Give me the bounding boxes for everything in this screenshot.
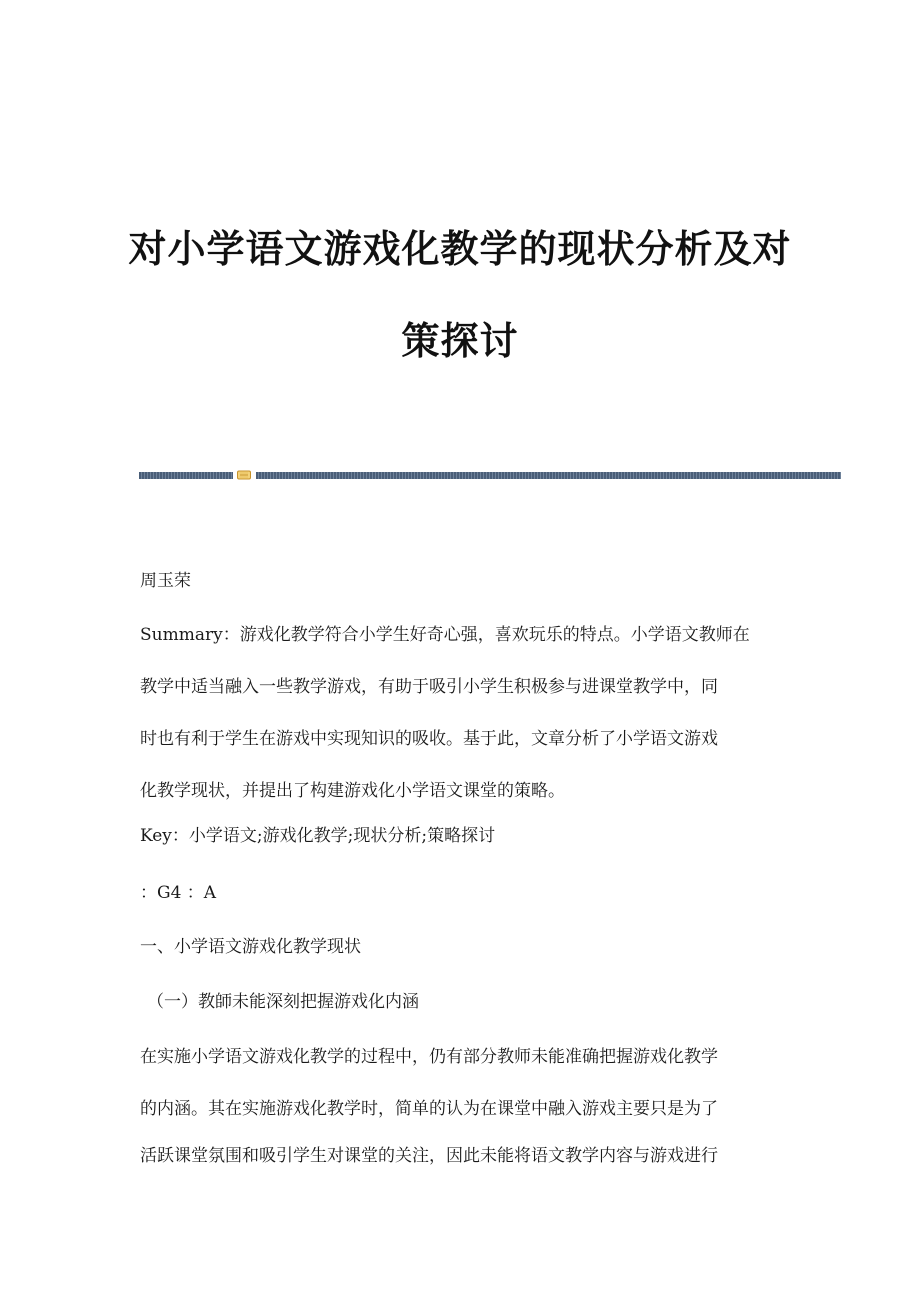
divider-ornament-icon	[237, 470, 251, 480]
summary-line: Summary：游戏化教学符合小学生好奇心强，喜欢玩乐的特点。小学语文教师在	[140, 625, 750, 645]
keywords-line: Key：小学语文;游戏化教学;现状分析;策略探讨	[140, 826, 496, 846]
author-name: 周玉荣	[140, 571, 191, 591]
section-heading: 一、小学语文游戏化教学现状	[140, 937, 361, 957]
document-title-line-1: 对小学语文游戏化教学的现状分析及对	[128, 226, 792, 271]
summary-line: 化教学现状，并提出了构建游戏化小学语文课堂的策略。	[140, 781, 565, 801]
subsection-heading: （一）教師未能深刻把握游戏化内涵	[147, 992, 419, 1012]
summary-line: 时也有利于学生在游戏中实现知识的吸收。基于此，文章分析了小学语文游戏	[140, 729, 718, 749]
body-line: 在实施小学语文游戏化教学的过程中，仍有部分教师未能准确把握游戏化教学	[140, 1047, 718, 1067]
title-divider	[139, 470, 841, 480]
body-line: 活跃课堂氛围和吸引学生对课堂的关注，因此未能将语文教学内容与游戏进行	[140, 1146, 718, 1166]
divider-bar-right	[256, 472, 841, 479]
summary-line: 教学中适当融入一些教学游戏，有助于吸引小学生积极参与进课堂教学中，同	[140, 677, 718, 697]
divider-bar-left	[139, 472, 233, 479]
document-title-line-2: 策探讨	[401, 318, 519, 363]
body-line: 的内涵。其在实施游戏化教学时，简单的认为在课堂中融入游戏主要只是为了	[140, 1099, 718, 1119]
classification-codes: ：G4 ：A	[140, 883, 217, 903]
